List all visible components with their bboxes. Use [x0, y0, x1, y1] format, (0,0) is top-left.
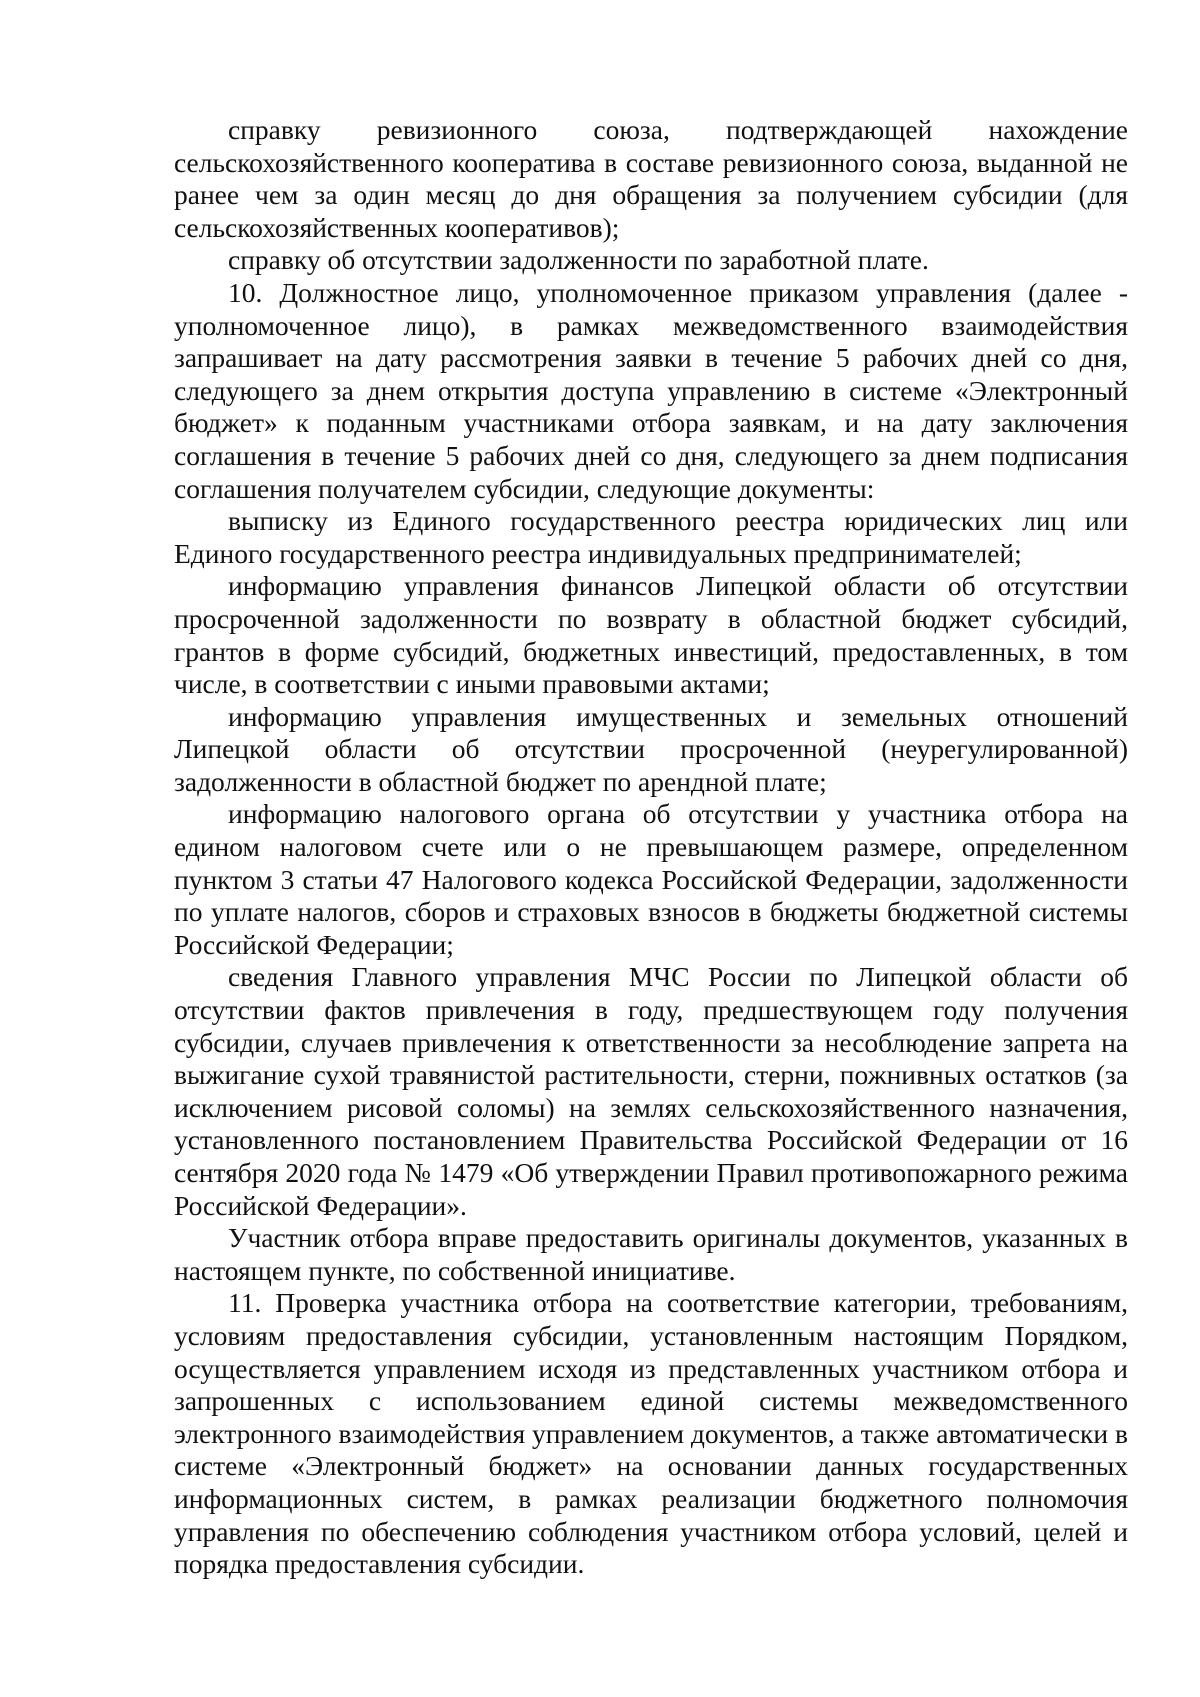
paragraph-revision-union-certificate: справку ревизионного союза, подтверждающей нахождение сельскохозяйственного кооператива в составе ревизионного союза, выданной не ранее чем за один месяц до дня обращения за получением субсидии (для сельскохозяйственных кооперативов);: [174, 114, 1128, 243]
paragraph-salary-debt-certificate: справку об отсутствии задолженности по заработной плате.: [228, 244, 929, 276]
paragraph-registry-extract: выписку из Единого государственного реестра юридических лиц или Единого государственного реестра индивидуальных предпринимателей;: [174, 505, 1128, 569]
paragraph-item-10: 10. Должностное лицо, уполномоченное приказом управления (далее - уполномоченное лицо), в рамках межведомственного взаимодействия запрашивает на дату рассмотрения заявки в течение 5 рабочих дней со дня, следующего за днем открытия доступа управлению в системе «Электронный бюджет» к поданным участниками отбора заявкам, и на дату заключения соглашения в течение 5 рабочих дней со дня, следующего за днем подписания соглашения получателем субсидии, следующие документы:: [174, 276, 1128, 504]
paragraph-emergency-info: сведения Главного управления МЧС России по Липецкой области об отсутствии фактов привлечения в году, предшествующем году получения субсидии, случаев привлечения к ответственности за несоблюдение запрета на выжигание сухой травянистой растительности, стерни, пожнивных остатков (за исключением рисовой соломы) на землях сельскохозяйственного назначения, установленного постановлением Правительства Российской Федерации от 16 сентября 2020 года № 1479 «Об утверждении Правил противопожарного режима Российской Федерации».: [174, 961, 1128, 1221]
paragraph-item-11: 11. Проверка участника отбора на соответствие категории, требованиям, условиям предоставления субсидии, установленным настоящим Порядком, осуществляется управлением исходя из представленных участником отбора и запрошенных с использованием единой системы межведомственного электронного взаимодействия управлением документов, а также автоматически в системе «Электронный бюджет» на основании данных государственных информационных систем, в рамках реализации бюджетного полномочия управления по обеспечению соблюдения участником отбора условий, целей и порядка предоставления субсидии.: [174, 1287, 1128, 1580]
paragraph-originals-right: Участник отбора вправе предоставить оригиналы документов, указанных в настоящем пункте, по собственной инициативе.: [174, 1222, 1128, 1286]
paragraph-tax-info: информацию налогового органа об отсутствии у участника отбора на едином налоговом счете или о не превышающем размере, определенном пунктом 3 статьи 47 Налогового кодекса Российской Федерации, задолженности по уплате налогов, сборов и страховых взносов в бюджеты бюджетной системы Российской Федерации;: [174, 798, 1128, 960]
paragraph-finance-info: информацию управления финансов Липецкой области об отсутствии просроченной задолженности по возврату в областной бюджет субсидий, грантов в форме субсидий, бюджетных инвестиций, предоставленных, в том числе, в соответствии с иными правовыми актами;: [174, 570, 1128, 700]
paragraph-property-info: информацию управления имущественных и земельных отношений Липецкой области об отсутствии просроченной (неурегулированной) задолженности в областной бюджет по арендной плате;: [174, 700, 1128, 797]
document-page: [174, 114, 1128, 1581]
